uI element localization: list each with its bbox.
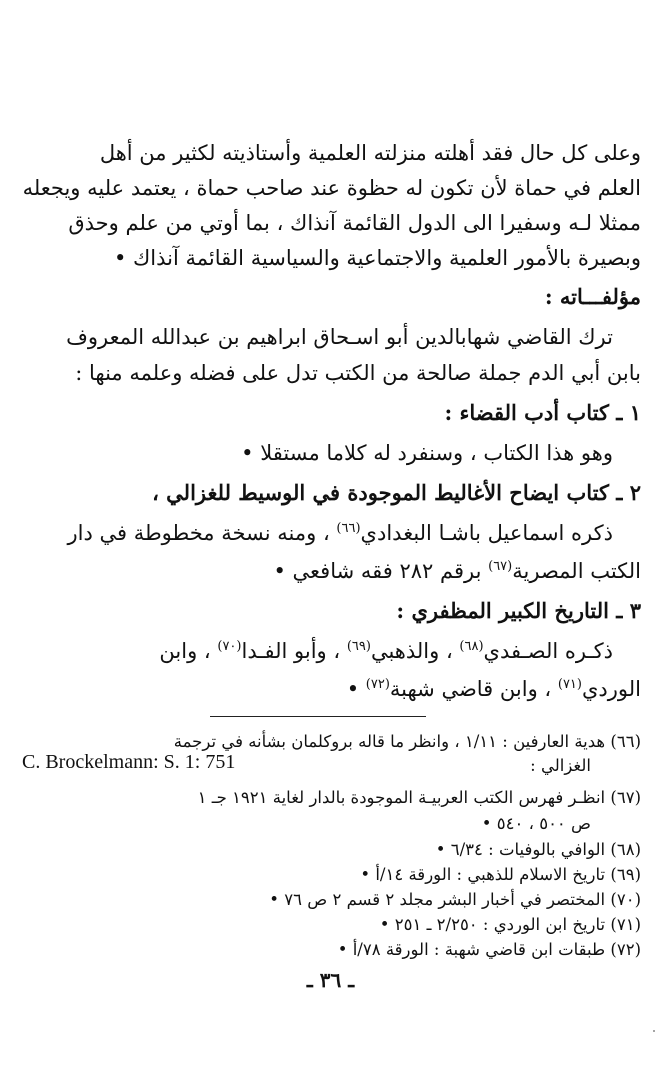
item-3-line-1 <box>159 636 613 666</box>
footnote-ref-70: (٧٠) <box>217 639 242 654</box>
footnote-69: (٦٩) تاريخ الاسلام للذهبي : الورقة ١٤/أ • <box>360 865 641 884</box>
paragraph-1-line-2: العلم في حماة لأن تكون له حظوة عند صاحب حماة ، يعتمد عليه ويجعله <box>22 176 641 200</box>
footnote-separator <box>210 716 426 717</box>
item-3-line-1-part-d: ، وابن <box>159 639 211 663</box>
paragraph-1-line-3: ممثلا لـه وسفيرا الى الدول القائمة آنذاك ، بما أوتي من علم وحذق <box>68 211 641 235</box>
footnote-ref-66: (٦٦) <box>336 521 361 536</box>
paragraph-1-line-1: وعلى كل حال فقد أهلته منزلته العلمية وأستاذيته لكثير من أهل <box>99 141 641 165</box>
footnote-67-line-2: ص ٥٠٠ ، ٥٤٠ • <box>481 814 591 833</box>
footnote-72: (٧٢) طبقات ابن قاضي شهبة : الورقة ٧٨/أ • <box>337 940 641 959</box>
item-2-line-2-part-a: الكتب المصرية <box>512 559 641 583</box>
item-2-line-1 <box>67 518 613 548</box>
footnote-68: (٦٨) الوافي بالوفيات : ٦/٣٤ • <box>435 840 641 859</box>
item-2-line-1-part-a: ذكره اسماعيل باشـا البغدادي <box>360 521 613 545</box>
footnote-66-latin: C. Brockelmann: S. 1: 751 <box>22 751 236 773</box>
page-number: ـ ٣٦ ـ <box>306 968 355 992</box>
item-3-title: ٣ ـ التاريخ الكبير المظفري : <box>396 598 641 623</box>
item-2-line-2 <box>273 556 641 586</box>
footnote-ref-68: (٦٨) <box>459 639 484 654</box>
footnote-ref-72: (٧٢) <box>365 677 390 692</box>
works-heading: مؤلفـــاته : <box>544 284 641 309</box>
item-1-title: ١ ـ كتاب أدب القضاء : <box>444 400 641 425</box>
item-3-line-1-part-b: ، والذهبي <box>370 639 453 663</box>
item-2-line-1-part-b: ، ومنه نسخة مخطوطة في دار <box>67 521 330 545</box>
item-1-text: وهو هذا الكتاب ، وسنفرد له كلاما مستقلا • <box>241 441 613 465</box>
item-3-line-1-part-c: ، وأبو الفـدا <box>241 639 341 663</box>
footnote-ref-71: (٧١) <box>557 677 582 692</box>
item-3-line-2 <box>347 674 641 704</box>
scan-speck <box>653 1030 655 1032</box>
item-2-title: ٢ ـ كتاب ايضاح الأغاليط الموجودة في الوسيط للغزالي ، <box>152 480 641 505</box>
footnote-ref-69: (٦٩) <box>346 639 371 654</box>
paragraph-2-line-1: ترك القاضي شهابالدين أبو اسـحاق ابراهيم بن عبدالله المعروف <box>66 325 613 349</box>
paragraph-1-line-4: وبصيرة بالأمور العلمية والاجتماعية والسياسية القائمة آنذاك • <box>113 246 641 270</box>
footnote-66-line-2: الغزالي : <box>530 756 591 775</box>
paragraph-2-line-2: بابن أبي الدم جملة صالحة من الكتب تدل على فضله وعلمه منها : <box>75 361 641 385</box>
item-3-line-2-part-c: • <box>346 677 360 701</box>
footnote-66-line-1: (٦٦) هدية العارفين : ١/١١ ، وانظر ما قاله بروكلمان بشأنه في ترجمة <box>173 732 641 751</box>
footnote-67-line-1: (٦٧) انظـر فهرس الكتب العربيـة الموجودة بالدار لغاية ١٩٢١ جـ ١ <box>197 788 641 807</box>
item-2-line-2-part-b: برقم ٢٨٢ فقه شافعي • <box>273 559 482 583</box>
footnote-ref-67: (٦٧) <box>488 559 513 574</box>
item-3-line-1-part-a: ذكـره الصـفدي <box>483 639 613 663</box>
footnote-70: (٧٠) المختصر في أخبار البشر مجلد ٢ قسم ٢ ص ٧٦ • <box>269 890 641 909</box>
item-3-line-2-part-b: ، وابن قاضي شهبة <box>389 677 552 701</box>
item-3-line-2-part-a: الوردي <box>581 677 641 701</box>
footnote-71: (٧١) تاريخ ابن الوردي : ٢/٢٥٠ ـ ٢٥١ • <box>379 915 641 934</box>
